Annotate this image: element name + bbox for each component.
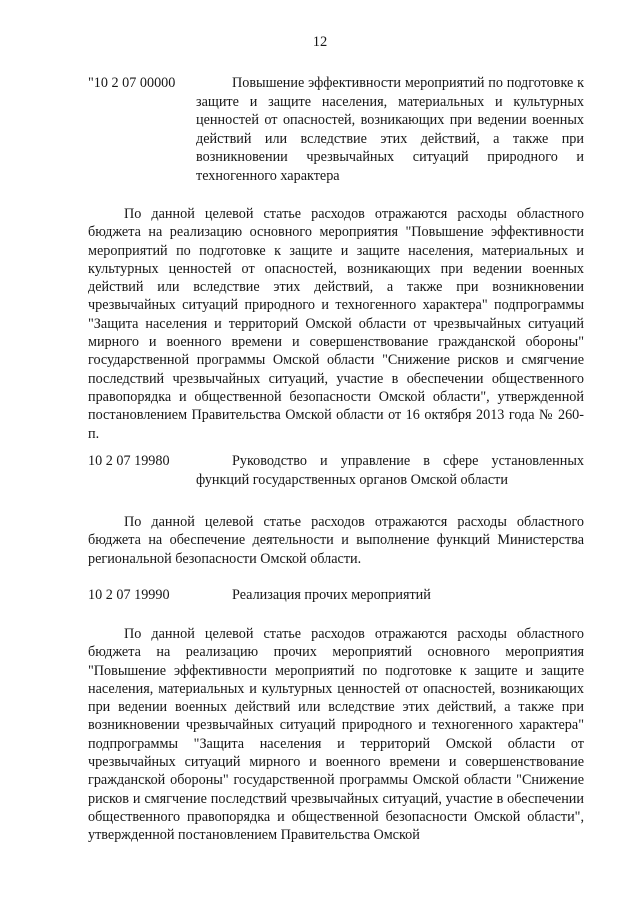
budget-item-10-2-07-19990: [88, 586, 584, 606]
budget-item-description: По данной целевой статье расходов отражаются расходы областного бюджета на реализацию основного мероприятия "Повышение эффективности мероприятий по подготовке к защите и защите населения, материальных и культурных ценностей от опасностей, возникающих при ведении военных действий или вследствие этих действий, а также при возникновении чрезвычайных ситуаций природного и техногенного характера" подпрограммы "Защита населения и территорий Омской области от чрезвычайных ситуаций мирного и военного времени и совершенствование гражданской обороны" государственной программы Омской области "Снижение рисков и смягчение последствий чрезвычайных ситуаций, участие в обеспечении общественного правопорядка и общественной безопасности Омской области", утвержденной постановлением Правительства Омской области от 16 октября 2013 года № 260-п.: [88, 206, 584, 442]
budget-item-title: Реализация прочих мероприятий: [232, 587, 431, 603]
budget-item-description: По данной целевой статье расходов отражаются расходы областного бюджета на реализацию прочих мероприятий основного мероприятия "Повышение эффективности мероприятий по подготовке к защите и защите населения, материальных и культурных ценностей от опасностей, возникающих при ведении военных действий или вследствие этих действий, а также при возникновении чрезвычайных ситуаций природного и техногенного характера" подпрограммы "Защита населения и территорий Омской области от чрезвычайных ситуаций мирного и военного времени и совершенствование гражданской обороны" государственной программы Омской области "Снижение рисков и смягчение последствий чрезвычайных ситуаций, участие в обеспечении общественного правопорядка и общественной безопасности Омской области", утвержденной постановлением Правительства Омской: [88, 626, 584, 844]
budget-item-description: По данной целевой статье расходов отражаются расходы областного бюджета на обеспечение деятельности и выполнение функций Министерства региональной безопасности Омской области.: [88, 514, 584, 567]
budget-item-code: 10 2 07 19990: [88, 587, 170, 603]
budget-item-10-2-07-00000: [88, 74, 584, 184]
budget-item-10-2-07-19980: [88, 452, 584, 492]
budget-item-title: Руководство и управление в сфере установленных функций государственных органов Омской области: [196, 453, 584, 488]
budget-item-code: 10 2 07 19980: [88, 453, 170, 469]
page-number: 12: [312, 34, 328, 50]
budget-item-code: "10 2 07 00000: [88, 75, 176, 91]
budget-item-title: Повышение эффективности мероприятий по подготовке к защите и защите населения, материальных и культурных ценностей от опасностей, возникающих при ведении военных действий или вследствие этих действий, а также при возникновении чрезвычайных ситуаций природного и техногенного характера: [196, 75, 584, 184]
